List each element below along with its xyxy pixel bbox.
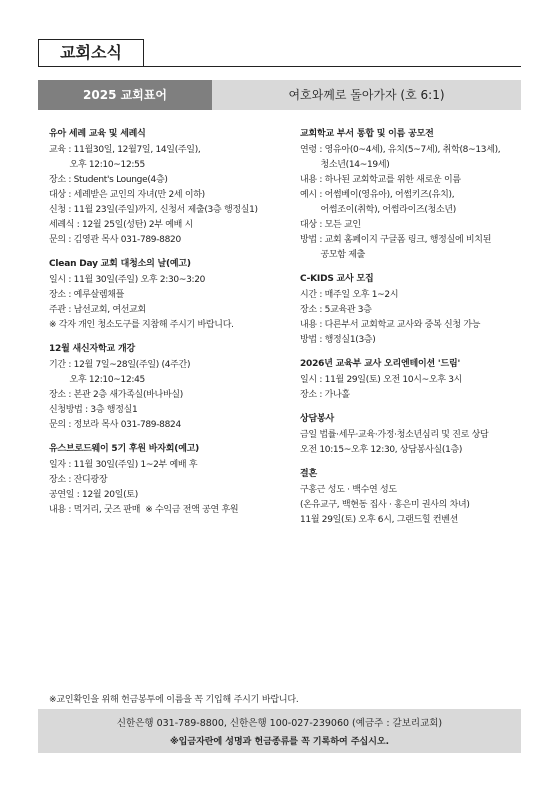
section-line: 문의 : 김영관 목사 031-789-8820 [49,235,181,245]
section-title: 결혼 [300,469,317,479]
section-line: 내용 : 다른부서 교회학교 교사와 중복 신청 가능 [300,320,481,330]
section-line: 청소년(14~19세) [300,160,390,170]
news-section [300,272,530,348]
section-line: 장소 : Student's Lounge(4층) [49,175,168,185]
section-line: 구홍근 성도 · 백수연 성도 [300,485,397,495]
year-motto-label: 2025 교회표어 [38,80,212,110]
section-line: 기간 : 12월 7일~28일(주일) (4주간) [49,360,191,370]
offering-note: ※교인확인을 위해 헌금봉투에 이름을 꼭 기입해 주시기 바랍니다. [49,695,299,705]
section-line: 오후 12:10~12:45 [49,375,145,385]
news-section [300,357,530,403]
news-section [300,467,530,528]
section-line: 문의 : 정보라 목사 031-789-8824 [49,420,181,430]
section-line: 대상 : 세례받은 교인의 자녀(만 2세 이하) [49,190,205,200]
section-line: 일시 : 11월 30일(주일) 오후 2:30~3:20 [49,275,206,285]
section-title: C-KIDS 교사 모집 [300,274,374,284]
news-section [49,257,285,333]
section-line: 일자 : 11월 30일(주일) 1~2부 예배 후 [49,460,198,470]
section-line: 연령 : 영유아(0~4세), 유치(5~7세), 취학(8~13세), [300,145,501,155]
section-line: 공연일 : 12월 20일(토) [49,490,138,500]
section-line: 주관 : 남선교회, 여선교회 [49,305,146,315]
section-title: 유스브로드웨이 5기 후원 바자회(예고) [49,444,200,454]
section-line: 신청 : 11월 23일(주일)까지, 신청서 제출(3층 행정실1) [49,205,258,215]
left-column [49,127,285,527]
section-title: 상담봉사 [300,414,334,424]
section-line: 장소 : 예루살렘채플 [49,290,125,300]
section-title: 유아 세례 교육 및 세례식 [49,129,146,139]
section-line: 공모함 제출 [300,250,366,260]
section-line: 방법 : 행정실1(3층) [300,335,376,345]
section-line: 장소 : 본관 2층 새가족실(바나바실) [49,390,183,400]
news-section [300,127,530,263]
section-line: 시간 : 매주일 오후 1~2시 [300,290,399,300]
bank-account-text: 신한은행 031-789-8800, 신한은행 100-027-239060 (예금주 : 갈보리교회) [116,718,443,729]
section-line: 세례식 : 12월 25일(성탄) 2부 예배 시 [49,220,193,230]
page-title: 교회소식 [38,39,144,66]
section-line: 오후 12:10~12:55 [49,160,145,170]
section-line: 방법 : 교회 홈페이지 구글폼 링크, 행정실에 비치된 [300,235,492,245]
section-line: 장소 : 5교육관 3층 [300,305,372,315]
bank-instruction-text: ※입금자란에 성명과 헌금종류를 꼭 기록하여 주십시오. [169,737,390,747]
section-title: Clean Day 교회 대청소의 날(예고) [49,259,191,269]
section-line: 예시 : 어썸베이(영유아), 어썸키즈(유치), [300,190,455,200]
section-line: ※ 각자 개인 청소도구를 지참해 주시기 바랍니다. [49,320,234,330]
title-divider [38,66,521,67]
motto-band [38,80,521,110]
section-title: 2026년 교육부 교사 오리엔테이션 '드림' [300,359,461,369]
section-line: 장소 : 잔디광장 [49,475,108,485]
section-line: 11월 29일(토) 오후 6시, 그랜드힐 컨벤션 [300,515,459,525]
section-line: 내용 : 하나된 교회학교를 위한 새로운 이름 [300,175,461,185]
right-column [300,127,530,537]
bank-info-band [38,709,521,753]
section-line: 오전 10:15~오후 12:30, 상담봉사실(1층) [300,445,463,455]
section-line: 일시 : 11월 29일(토) 오전 10시~오후 3시 [300,375,463,385]
section-line: 금일 법률·세무·교육·가정·청소년심리 및 진로 상담 [300,430,489,440]
section-line: 대상 : 모든 교인 [300,220,361,230]
section-line: 내용 : 먹거리, 굿즈 판매 ※ 수익금 전액 공연 후원 [49,505,239,515]
motto-text: 여호와께로 돌아가자 (호 6:1) [288,88,445,102]
section-title: 교회학교 부서 통합 및 이름 공모전 [300,129,434,139]
news-section [300,412,530,458]
section-line: 장소 : 가나홀 [300,390,350,400]
section-title: 12월 새신자학교 개강 [49,344,135,354]
section-line: 신청방법 : 3층 행정실1 [49,405,138,415]
news-section [49,127,285,248]
section-line: 교육 : 11월30일, 12월7일, 14일(주일), [49,145,201,155]
section-line: (온유교구, 백현동 집사 · 홍은미 권사의 차녀) [300,500,470,510]
news-section [49,342,285,433]
news-section [49,442,285,518]
section-line: 어썸조이(취학), 어썸라이즈(청소년) [300,205,456,215]
